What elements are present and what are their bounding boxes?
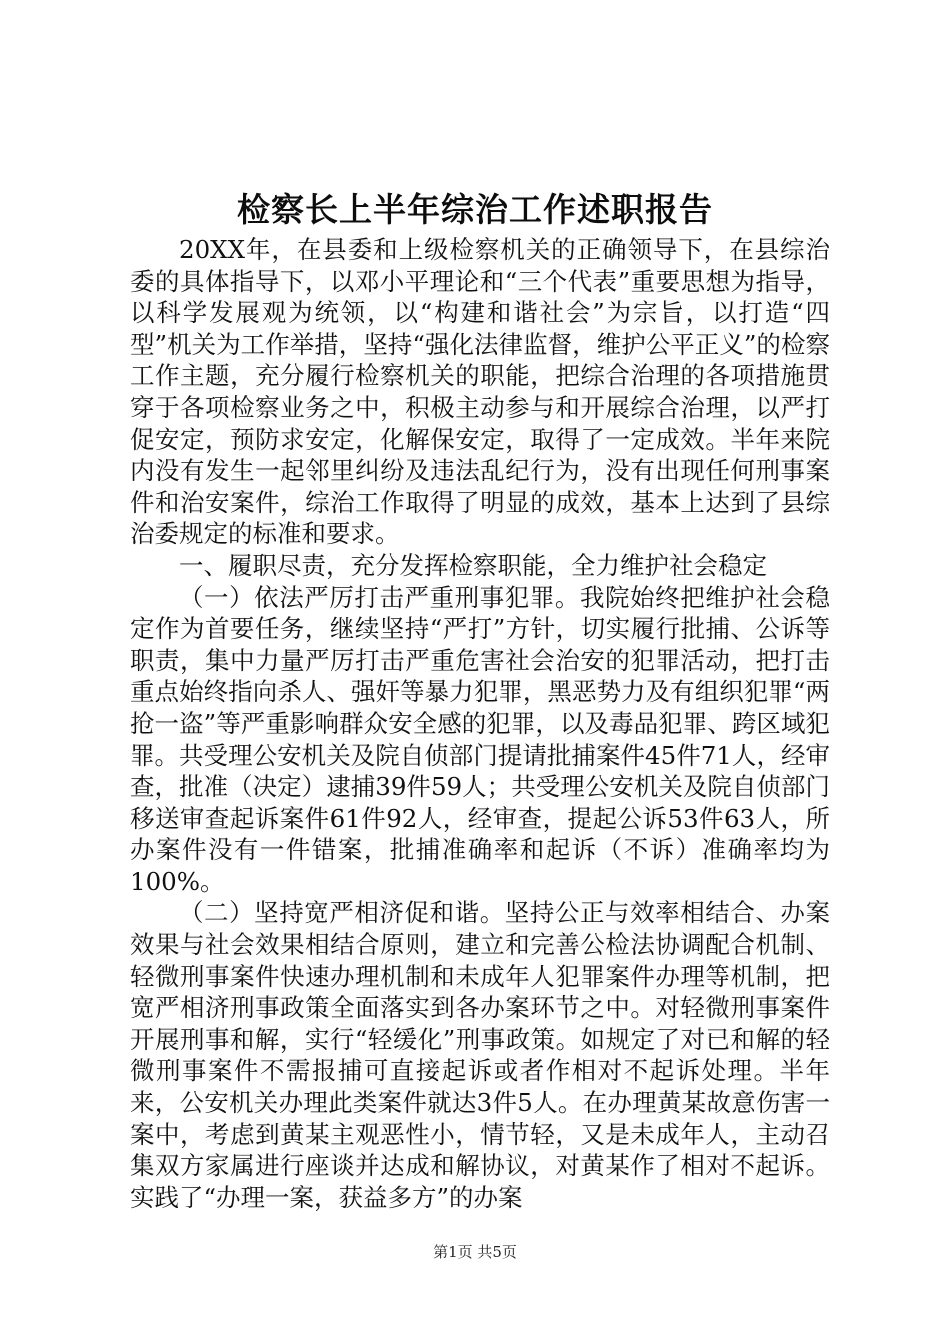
section-heading-1: 一、履职尽责，充分发挥检察职能，全力维护社会稳定 — [179, 550, 767, 580]
document-body — [130, 234, 830, 1213]
paragraph-subsection-1: （一）依法严厉打击严重刑事犯罪。我院始终把维护社会稳定作为首要任务，继续坚持“严打”方针，切实履行批捕、公诉等职责，集中力量严厉打击严重危害社会治安的犯罪活动，把打击重点始终指向杀人、强奸等暴力犯罪，黑恶势力及有组织犯罪“两抢一盗”等严重影响群众安全感的犯罪，以及毒品犯罪、跨区域犯罪。共受理公安机关及院自侦部门提请批捕案件45件71人，经审查，批准（决定）逮捕39件59人；共受理公安机关及院自侦部门移送审查起诉案件61件92人，经审查，提起公诉53件63人，所办案件没有一件错案，批捕准确率和起诉（不诉）准确率均为100%。 — [130, 582, 830, 896]
paragraph-subsection-2: （二）坚持宽严相济促和谐。坚持公正与效率相结合、办案效果与社会效果相结合原则，建立和完善公检法协调配合机制、轻微刑事案件快速办理机制和未成年人犯罪案件办理等机制，把宽严相济刑事政策全面落实到各办案环节之中。对轻微刑事案件开展刑事和解，实行“轻缓化”刑事政策。如规定了对已和解的轻微刑事案件不需报捕可直接起诉或者作相对不起诉处理。半年来，公安机关办理此类案件就达3件5人。在办理黄某故意伤害一案中，考虑到黄某主观恶性小，情节轻，又是未成年人，主动召集双方家属进行座谈并达成和解协议，对黄某作了相对不起诉。实践了“办理一案，获益多方”的办案 — [130, 898, 830, 1212]
page-footer: 第1页 共5页 — [433, 1243, 517, 1261]
document-title: 检察长上半年综治工作述职报告 — [237, 190, 713, 229]
paragraph-intro: 20XX年，在县委和上级检察机关的正确领导下，在县综治委的具体指导下，以邓小平理论和“三个代表”重要思想为指导，以科学发展观为统领，以“构建和谐社会”为宗旨，以打造“四型”机关为工作举措，坚持“强化法律监督，维护公平正义”的检察工作主题，充分履行检察机关的职能，把综合治理的各项措施贯穿于各项检察业务之中，积极主动参与和开展综合治理，以严打促安定，预防求安定，化解保安定，取得了一定成效。半年来院内没有发生一起邻里纠纷及违法乱纪行为，没有出现任何刑事案件和治安案件，综治工作取得了明显的成效，基本上达到了县综治委规定的标准和要求。 — [130, 235, 830, 549]
